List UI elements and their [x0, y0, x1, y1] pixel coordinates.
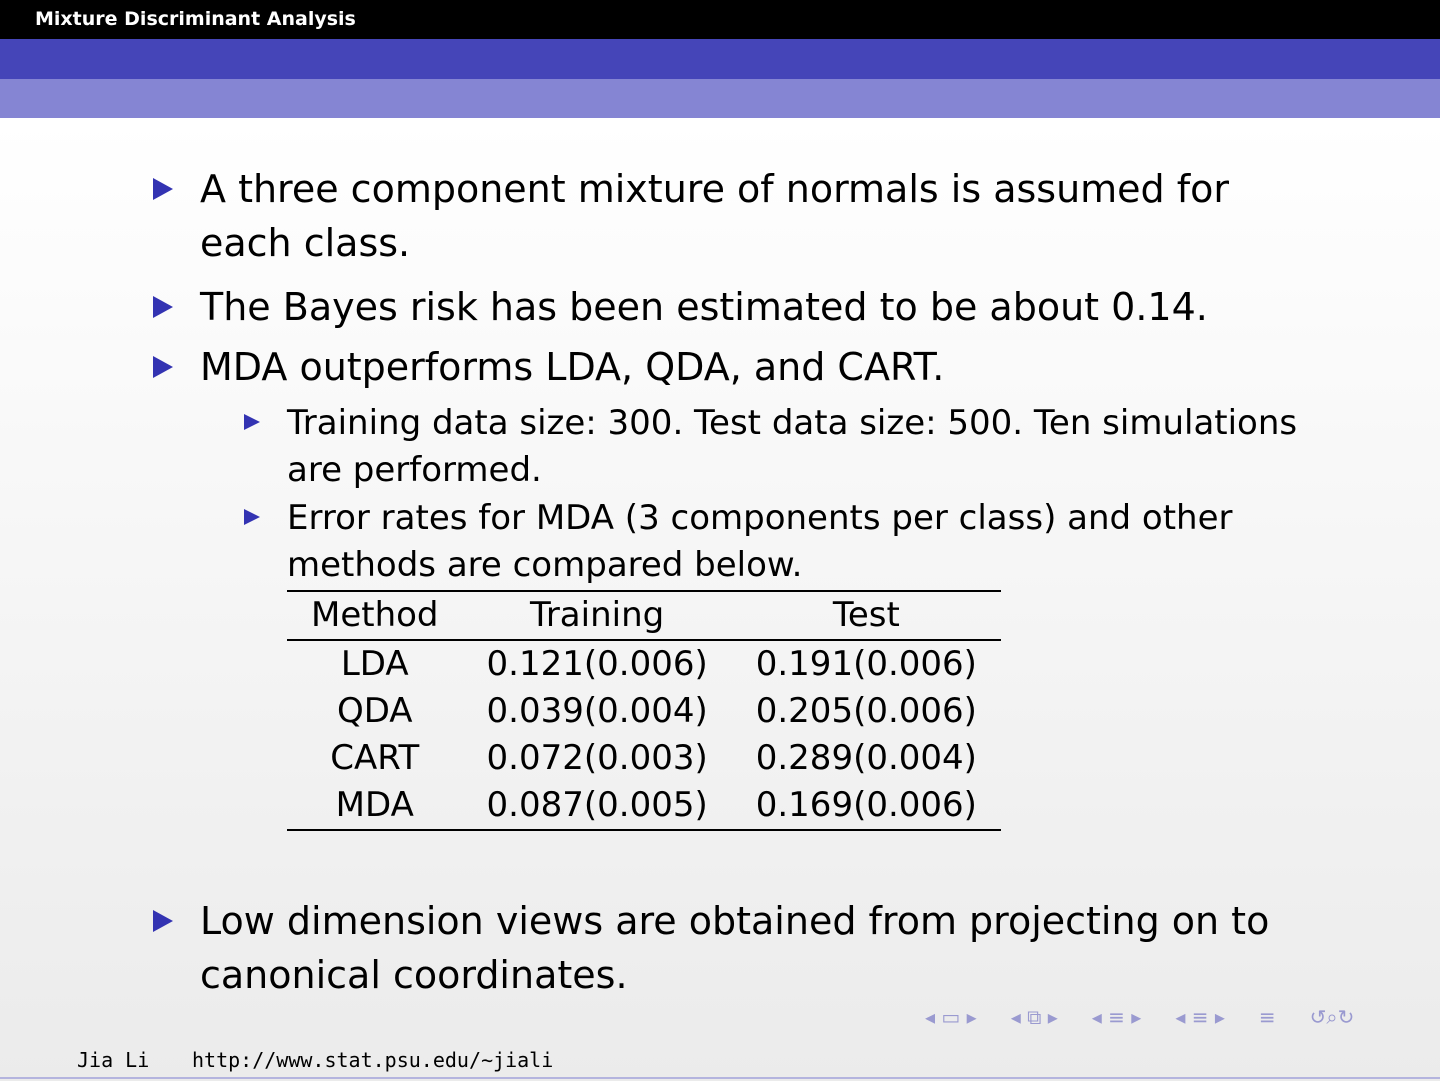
sub-bullet-text: Training data size: 300. Test data size: 500. Ten simulations are performed. [287, 403, 1298, 490]
column-header-training: Training [530, 595, 665, 635]
header-band-dark [0, 39, 1440, 79]
test-cell: 0.289(0.004) [755, 738, 977, 778]
footer-rule [0, 1077, 1440, 1079]
column-header-test: Test [832, 595, 900, 635]
bullet-triangle-icon [153, 910, 173, 932]
training-cell: 0.072(0.003) [486, 738, 708, 778]
test-cell: 0.205(0.006) [755, 691, 977, 731]
sub-bullet-triangle-icon [244, 509, 260, 525]
table-row [287, 640, 1001, 688]
column-header-method: Method [311, 595, 439, 635]
slide-title: Mixture Discriminant Analysis [35, 8, 356, 30]
table-header-row [287, 591, 1001, 640]
nav-search-icon[interactable]: ↺⌕↻ [1309, 1005, 1355, 1029]
test-cell: 0.191(0.006) [755, 644, 977, 684]
bullet-text: Low dimension views are obtained from projecting on to canonical coordinates. [200, 899, 1270, 997]
nav-prev-subsection-icon[interactable]: ◂ ≡ ▸ [1175, 1005, 1225, 1029]
sub-bullet-item [287, 400, 1327, 494]
test-cell: 0.169(0.006) [755, 785, 977, 825]
bullet-item [200, 280, 1300, 334]
footer-url: http://www.stat.psu.edu/∼jiali [192, 1048, 554, 1072]
beamer-navigation [925, 1005, 1354, 1029]
bullet-item [200, 162, 1300, 270]
bullet-item [200, 340, 1300, 394]
bullet-text: MDA outperforms LDA, QDA, and CART. [200, 345, 945, 389]
nav-prev-slide-icon[interactable]: ◂ ▭ ▸ [925, 1005, 977, 1029]
bullet-text: The Bayes risk has been estimated to be about 0.14. [200, 285, 1208, 329]
method-cell: QDA [336, 691, 413, 731]
bullet-triangle-icon [153, 178, 173, 200]
training-cell: 0.087(0.005) [486, 785, 708, 825]
method-cell: CART [330, 738, 420, 778]
bullet-item [200, 894, 1300, 1002]
table-row [287, 735, 1001, 782]
nav-prev-section-icon[interactable]: ◂ ≡ ▸ [1091, 1005, 1142, 1029]
nav-prev-frame-icon[interactable]: ◂ ⧉ ▸ [1010, 1005, 1058, 1029]
sub-bullet-text: Error rates for MDA (3 components per class) and other methods are compared below. [287, 498, 1233, 585]
training-cell: 0.039(0.004) [486, 691, 708, 731]
bullet-triangle-icon [153, 296, 173, 318]
bullet-triangle-icon [153, 356, 173, 378]
method-cell: MDA [335, 785, 414, 825]
header-band-light [0, 79, 1440, 118]
sub-bullet-triangle-icon [244, 414, 260, 430]
bullet-text: A three component mixture of normals is assumed for each class. [200, 167, 1230, 265]
footer-author: Jia Li [77, 1048, 150, 1072]
method-cell: LDA [340, 644, 409, 684]
error-rates-table [287, 590, 1001, 831]
nav-align-icon[interactable]: ≡ [1258, 1005, 1276, 1029]
sub-bullet-item [287, 495, 1327, 589]
training-cell: 0.121(0.006) [486, 644, 708, 684]
table-row [287, 782, 1001, 830]
table-row [287, 688, 1001, 735]
